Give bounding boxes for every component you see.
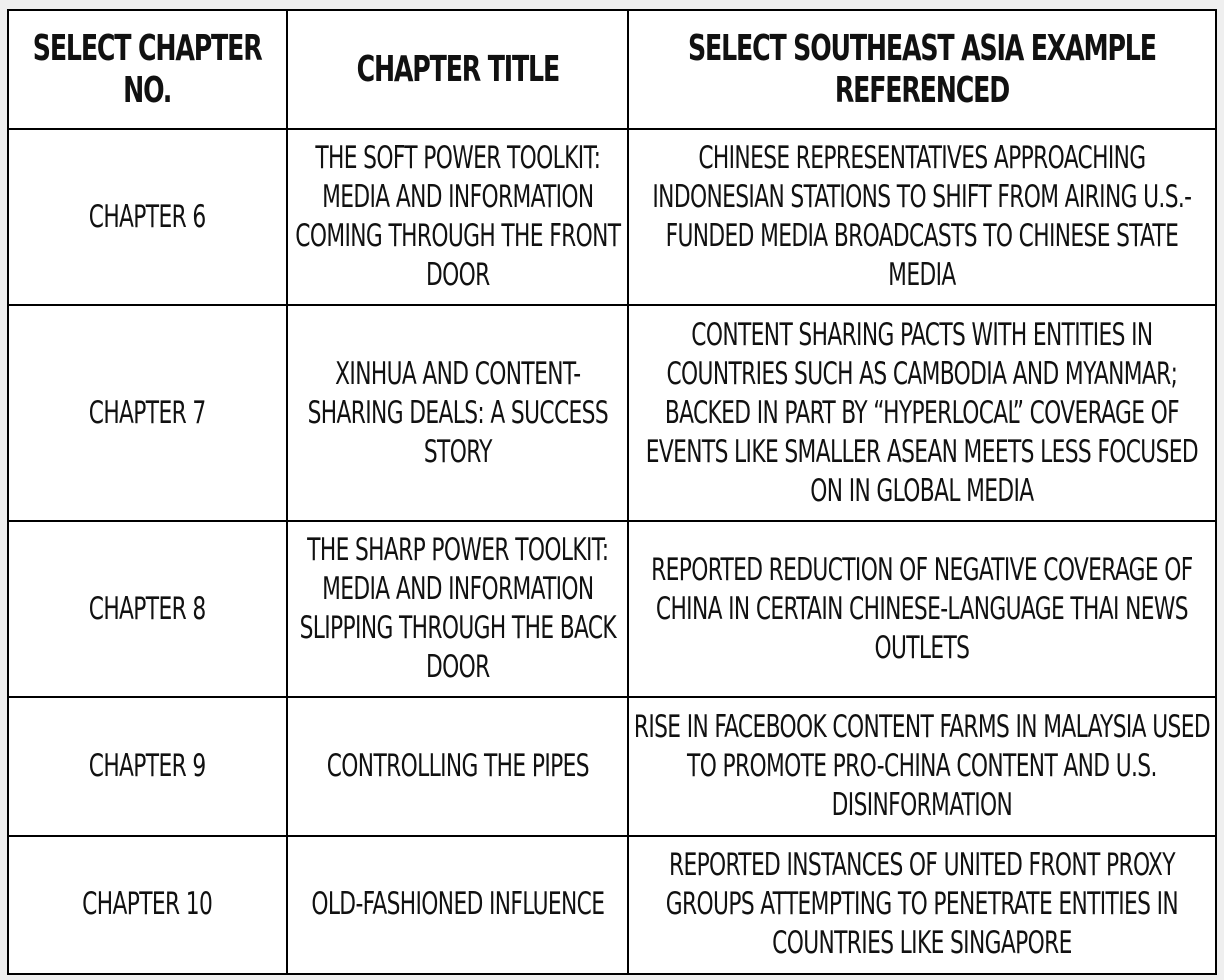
cell-title [287,521,628,697]
cell-chapter [8,129,287,305]
cell-example-text: REPORTED REDUCTION OF NEGATIVE COVERAGE OF CHINA IN CERTAIN CHINESE-LANGUAGE THAI NEWS OUTLETS [651,551,1193,666]
header-example-text: SELECT SOUTHEAST ASIA EXAMPLE REFERENCED [688,27,1156,111]
table-row [8,836,1216,974]
table-row [8,521,1216,697]
cell-chapter-text: CHAPTER 10 [82,886,213,923]
cell-chapter [8,697,287,835]
cell-example-text: REPORTED INSTANCES OF UNITED FRONT PROXY GROUPS ATTEMPTING TO PENETRATE ENTITIES IN COUNTRIES LIKE SINGAPORE [665,847,1179,962]
header-chapter-no-text: SELECT CHAPTER NO. [33,27,262,111]
cell-example [628,697,1216,835]
cell-chapter [8,521,287,697]
cell-chapter-text: CHAPTER 9 [89,747,206,784]
cell-title-text: OLD-FASHIONED INFLUENCE [310,886,605,923]
cell-title-text: THE SOFT POWER TOOLKIT: MEDIA AND INFORMATION COMING THROUGH THE FRONT DOOR [294,140,621,294]
cell-example-text: CHINESE REPRESENTATIVES APPROACHING INDONESIAN STATIONS TO SHIFT FROM AIRING U.S.-FUNDED MEDIA BROADCASTS TO CHINESE STATE MEDIA [652,140,1192,294]
cell-chapter-text: CHAPTER 6 [89,198,206,235]
cell-chapter [8,836,287,974]
cell-chapter [8,305,287,521]
table-row [8,305,1216,521]
cell-title [287,305,628,521]
cell-chapter-text: CHAPTER 7 [89,394,206,431]
header-chapter-title-text: CHAPTER TITLE [356,48,559,90]
cell-example-text: CONTENT SHARING PACTS WITH ENTITIES IN COUNTRIES SUCH AS CAMBODIA AND MYANMAR; BACKED IN PART BY “HYPERLOCAL” COVERAGE OF EVENTS LIKE SMALLER ASEAN MEETS LESS FOCUSED ON IN GLOBAL MEDIA [645,316,1199,509]
chapter-table-container [7,9,1215,975]
cell-title [287,697,628,835]
cell-title-text: THE SHARP POWER TOOLKIT: MEDIA AND INFORMATION SLIPPING THROUGH THE BACK DOOR [299,532,616,686]
header-chapter-title [287,10,628,129]
cell-title-text: CONTROLLING THE PIPES [326,747,589,784]
chapter-table [7,9,1217,975]
table-row [8,129,1216,305]
cell-example [628,129,1216,305]
cell-example [628,836,1216,974]
cell-example [628,521,1216,697]
header-example [628,10,1216,129]
cell-title [287,129,628,305]
header-chapter-no [8,10,287,129]
cell-title [287,836,628,974]
table-header-row [8,10,1216,129]
cell-example [628,305,1216,521]
cell-chapter-text: CHAPTER 8 [89,590,206,627]
table-row [8,697,1216,835]
cell-example-text: RISE IN FACEBOOK CONTENT FARMS IN MALAYSIA USED TO PROMOTE PRO-CHINA CONTENT AND U.S. DISINFORMATION [633,708,1211,823]
cell-title-text: XINHUA AND CONTENT-SHARING DEALS: A SUCCESS STORY [307,355,608,470]
